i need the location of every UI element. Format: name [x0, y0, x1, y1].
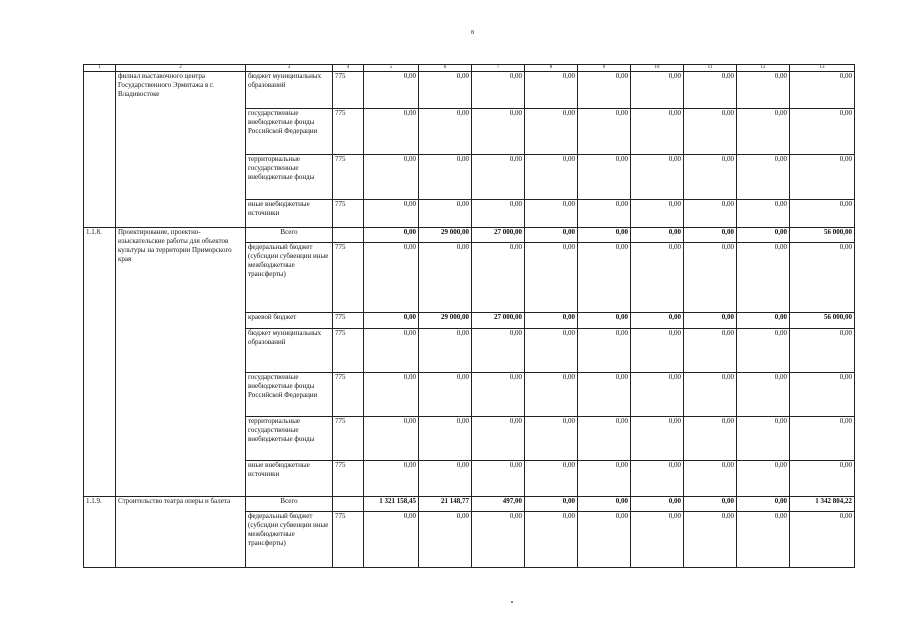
total-value: 0,00	[790, 200, 855, 228]
year-value: 0,00	[737, 72, 790, 109]
budget-code: 775	[333, 512, 364, 568]
year-value: 0,00	[737, 461, 790, 497]
funding-source: краевой бюджет	[246, 313, 333, 329]
total-value: 0,00	[790, 461, 855, 497]
total-value: 0,00	[790, 155, 855, 200]
funding-source: бюджет муниципальных образований	[246, 72, 333, 109]
item-number: 1.1.9.	[84, 497, 116, 568]
table-row	[84, 497, 855, 512]
year-value: 0,00	[525, 512, 578, 568]
year-value: 0,00	[737, 243, 790, 313]
column-header: 13	[790, 65, 855, 72]
year-value: 0,00	[525, 373, 578, 417]
year-value: 0,00	[525, 155, 578, 200]
year-value: 1 321 158,45	[364, 497, 419, 512]
total-value: 0,00	[790, 72, 855, 109]
budget-code: 775	[333, 417, 364, 461]
year-value: 0,00	[525, 313, 578, 329]
funding-source: Всего	[246, 228, 333, 243]
budget-table	[83, 64, 855, 568]
column-header: 6	[419, 65, 472, 72]
year-value: 0,00	[472, 373, 525, 417]
year-value: 0,00	[525, 497, 578, 512]
total-value: 0,00	[790, 373, 855, 417]
funding-source: бюджет муниципальных образований	[246, 329, 333, 373]
funding-source: территориальные государственные внебюджетные фонды	[246, 417, 333, 461]
year-value: 0,00	[631, 200, 684, 228]
year-value: 0,00	[364, 461, 419, 497]
year-value: 0,00	[525, 228, 578, 243]
year-value: 0,00	[472, 109, 525, 155]
year-value: 0,00	[631, 313, 684, 329]
funding-source: федеральный бюджет (субсидии субвенции иные межбюджетные трансферты)	[246, 512, 333, 568]
year-value: 0,00	[525, 200, 578, 228]
year-value: 0,00	[525, 72, 578, 109]
year-value: 0,00	[525, 109, 578, 155]
year-value: 0,00	[631, 373, 684, 417]
year-value: 0,00	[684, 200, 737, 228]
year-value: 0,00	[737, 329, 790, 373]
budget-code: 775	[333, 461, 364, 497]
funding-source: территориальные государственные внебюджетные фонды	[246, 155, 333, 200]
column-header: 2	[116, 65, 246, 72]
funding-source: иные внебюджетные источники	[246, 200, 333, 228]
year-value: 0,00	[684, 497, 737, 512]
year-value: 0,00	[364, 72, 419, 109]
year-value: 0,00	[364, 243, 419, 313]
year-value: 0,00	[631, 512, 684, 568]
item-name: филиал выставочного центра Государственного Эрмитажа в г. Владивостоке	[116, 72, 246, 228]
year-value: 0,00	[631, 329, 684, 373]
year-value: 0,00	[419, 200, 472, 228]
total-value: 0,00	[790, 417, 855, 461]
year-value: 0,00	[364, 155, 419, 200]
budget-code: 775	[333, 243, 364, 313]
year-value: 0,00	[419, 243, 472, 313]
column-header: 3	[246, 65, 333, 72]
year-value: 0,00	[419, 109, 472, 155]
year-value: 0,00	[472, 200, 525, 228]
year-value: 0,00	[631, 243, 684, 313]
year-value: 0,00	[737, 417, 790, 461]
year-value: 0,00	[737, 200, 790, 228]
year-value: 0,00	[578, 497, 631, 512]
total-value: 0,00	[790, 329, 855, 373]
year-value: 0,00	[684, 109, 737, 155]
year-value: 0,00	[578, 228, 631, 243]
year-value: 0,00	[684, 373, 737, 417]
budget-code: 775	[333, 155, 364, 200]
year-value: 0,00	[364, 228, 419, 243]
year-value: 27 000,00	[472, 313, 525, 329]
year-value: 0,00	[364, 373, 419, 417]
funding-source: федеральный бюджет (субсидии субвенции иные межбюджетные трансферты)	[246, 243, 333, 313]
total-value: 0,00	[790, 243, 855, 313]
year-value: 0,00	[684, 243, 737, 313]
year-value: 0,00	[364, 200, 419, 228]
column-header: 7	[472, 65, 525, 72]
column-header: 10	[631, 65, 684, 72]
year-value: 0,00	[631, 417, 684, 461]
year-value: 0,00	[578, 243, 631, 313]
year-value: 0,00	[472, 72, 525, 109]
year-value: 0,00	[631, 497, 684, 512]
header-row	[84, 65, 855, 72]
table-row	[84, 228, 855, 243]
year-value: 0,00	[684, 155, 737, 200]
total-value: 1 342 804,22	[790, 497, 855, 512]
year-value: 0,00	[684, 313, 737, 329]
year-value: 0,00	[631, 155, 684, 200]
column-header: 11	[684, 65, 737, 72]
year-value: 0,00	[364, 417, 419, 461]
year-value: 0,00	[631, 228, 684, 243]
year-value: 0,00	[631, 461, 684, 497]
year-value: 0,00	[472, 417, 525, 461]
year-value: 0,00	[419, 329, 472, 373]
budget-code: 775	[333, 200, 364, 228]
item-name: Проектирование, проектно-изыскательские работы для объектов культуры на территории Приморского края	[116, 228, 246, 497]
year-value: 0,00	[578, 200, 631, 228]
year-value: 0,00	[525, 243, 578, 313]
year-value: 0,00	[525, 461, 578, 497]
table-body	[84, 65, 855, 568]
year-value: 0,00	[525, 329, 578, 373]
year-value: 0,00	[472, 155, 525, 200]
funding-source: Всего	[246, 497, 333, 512]
year-value: 0,00	[364, 109, 419, 155]
year-value: 0,00	[684, 461, 737, 497]
year-value: 0,00	[419, 512, 472, 568]
budget-code: 775	[333, 313, 364, 329]
year-value: 0,00	[737, 109, 790, 155]
year-value: 0,00	[684, 72, 737, 109]
funding-source: иные внебюджетные источники	[246, 461, 333, 497]
scan-speck	[511, 601, 513, 603]
year-value: 0,00	[631, 109, 684, 155]
total-value: 56 000,00	[790, 313, 855, 329]
total-value: 56 000,00	[790, 228, 855, 243]
year-value: 0,00	[578, 373, 631, 417]
year-value: 0,00	[419, 461, 472, 497]
year-value: 0,00	[578, 313, 631, 329]
year-value: 0,00	[419, 72, 472, 109]
year-value: 0,00	[578, 155, 631, 200]
year-value: 0,00	[578, 109, 631, 155]
budget-code: 775	[333, 329, 364, 373]
year-value: 0,00	[737, 155, 790, 200]
column-header: 1	[84, 65, 116, 72]
year-value: 0,00	[737, 497, 790, 512]
year-value: 0,00	[364, 512, 419, 568]
year-value: 0,00	[472, 461, 525, 497]
year-value: 0,00	[737, 313, 790, 329]
funding-source: государственные внебюджетные фонды Российской Федерации	[246, 373, 333, 417]
year-value: 0,00	[364, 329, 419, 373]
total-value: 0,00	[790, 512, 855, 568]
column-header: 4	[333, 65, 364, 72]
column-header: 5	[364, 65, 419, 72]
budget-code: 775	[333, 72, 364, 109]
year-value: 0,00	[631, 72, 684, 109]
table-row	[84, 72, 855, 109]
year-value: 0,00	[737, 228, 790, 243]
year-value: 0,00	[737, 512, 790, 568]
year-value: 0,00	[684, 329, 737, 373]
year-value: 29 000,00	[419, 313, 472, 329]
year-value: 0,00	[525, 417, 578, 461]
year-value: 0,00	[419, 417, 472, 461]
year-value: 0,00	[578, 72, 631, 109]
year-value: 0,00	[578, 417, 631, 461]
budget-code	[333, 497, 364, 512]
year-value: 0,00	[419, 155, 472, 200]
budget-code: 775	[333, 109, 364, 155]
column-header: 12	[737, 65, 790, 72]
year-value: 0,00	[472, 243, 525, 313]
year-value: 0,00	[578, 512, 631, 568]
year-value: 0,00	[472, 329, 525, 373]
total-value: 0,00	[790, 109, 855, 155]
year-value: 21 148,77	[419, 497, 472, 512]
item-name: Строительство театра оперы и балета	[116, 497, 246, 568]
year-value: 0,00	[684, 417, 737, 461]
column-header: 8	[525, 65, 578, 72]
year-value: 0,00	[364, 313, 419, 329]
item-number	[84, 72, 116, 228]
year-value: 0,00	[578, 461, 631, 497]
year-value: 0,00	[419, 373, 472, 417]
column-header: 9	[578, 65, 631, 72]
year-value: 497,00	[472, 497, 525, 512]
year-value: 0,00	[472, 512, 525, 568]
item-number: 1.1.8.	[84, 228, 116, 497]
year-value: 0,00	[684, 228, 737, 243]
year-value: 0,00	[578, 329, 631, 373]
year-value: 29 000,00	[419, 228, 472, 243]
year-value: 0,00	[737, 373, 790, 417]
budget-code: 775	[333, 373, 364, 417]
year-value: 0,00	[684, 512, 737, 568]
budget-code	[333, 228, 364, 243]
page-number: 8	[471, 30, 474, 36]
funding-source: государственные внебюджетные фонды Российской Федерации	[246, 109, 333, 155]
year-value: 27 000,00	[472, 228, 525, 243]
